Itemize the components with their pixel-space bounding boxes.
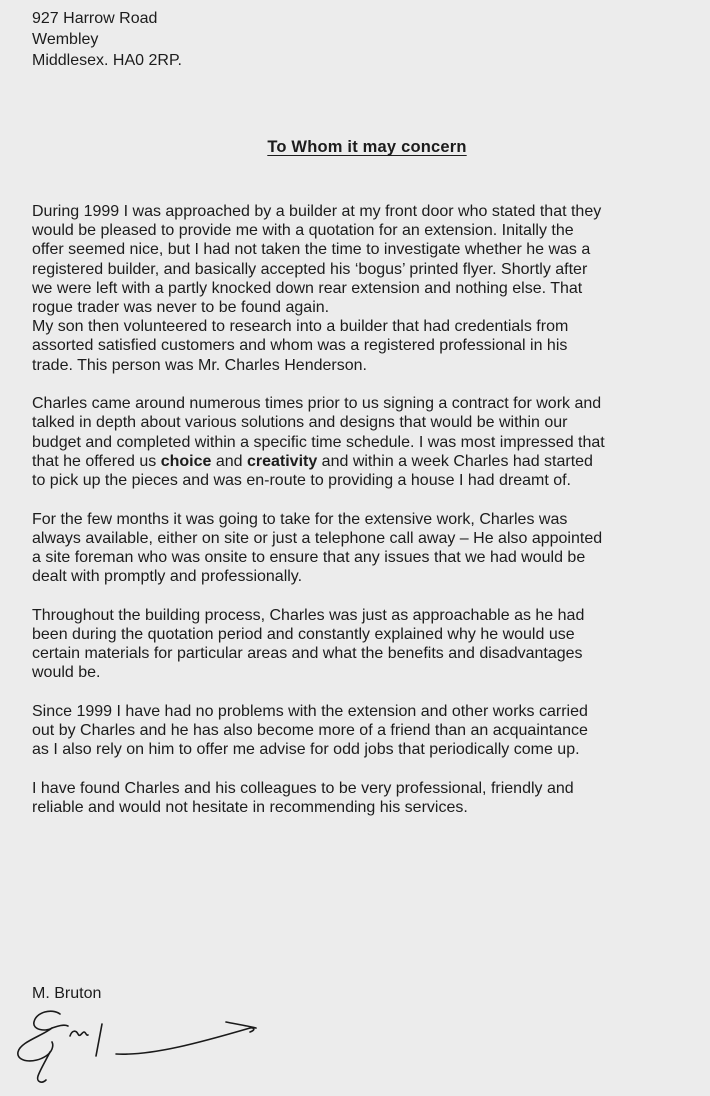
sender-address	[32, 8, 182, 71]
paragraph-1	[32, 202, 708, 375]
emphasis-choice: choice	[160, 452, 212, 470]
text-line: reliable and would not hesitate in recommending his services.	[32, 799, 468, 817]
text-segment: and within a week Charles had started	[317, 452, 593, 470]
text-line: to pick up the pieces and was en-route to providing a house I had dreamt of.	[32, 472, 571, 490]
paragraph-6	[32, 779, 708, 817]
signature-icon	[12, 1002, 262, 1086]
text-line: Charles came around numerous times prior to us signing a contract for work and	[32, 395, 602, 413]
letter-body	[32, 202, 708, 837]
text-line: always available, either on site or just a telephone call away – He also appointed	[32, 529, 603, 547]
text-line: For the few months it was going to take for the extensive work, Charles was	[32, 510, 568, 528]
text-line: rogue trader was never to be found again.	[32, 299, 330, 317]
paragraph-3	[32, 510, 708, 587]
text-line: registered builder, and basically accepted his ‘bogus’ printed flyer. Shortly after	[32, 260, 588, 278]
emphasis-creativity: creativity	[246, 452, 318, 470]
text-line: as I also rely on him to offer me advise for odd jobs that periodically come up.	[32, 741, 580, 759]
text-line: trade. This person was Mr. Charles Henderson.	[32, 356, 367, 374]
paragraph-5	[32, 702, 708, 760]
text-line: certain materials for particular areas and what the benefits and disadvantages	[32, 645, 583, 663]
text-line: a site foreman who was onsite to ensure that any issues that we had would be	[32, 549, 586, 567]
text-line: My son then volunteered to research into a builder that had credentials from	[32, 318, 569, 336]
text-line: would be.	[32, 664, 101, 682]
text-line: assorted satisfied customers and whom was a registered professional in his	[32, 337, 568, 355]
text-line: budget and completed within a specific time schedule. I was most impressed that	[32, 433, 605, 451]
text-line-with-emphasis	[32, 452, 708, 471]
text-line: would be pleased to provide me with a quotation for an extension. Initally the	[32, 222, 574, 240]
text-line: offer seemed nice, but I had not taken the time to investigate whether he was a	[32, 241, 591, 259]
text-line: dealt with promptly and professionally.	[32, 568, 303, 586]
text-line: During 1999 I was approached by a builder at my front door who stated that they	[32, 203, 602, 220]
address-line-2: Wembley	[32, 31, 99, 48]
text-segment: that he offered us	[32, 452, 161, 470]
text-line: Since 1999 I have had no problems with the extension and other works carried	[32, 703, 588, 721]
letter-heading: To Whom it may concern	[267, 138, 467, 156]
text-line: talked in depth about various solutions and designs that would be within our	[32, 414, 568, 432]
paragraph-2	[32, 394, 708, 490]
paragraph-4	[32, 606, 708, 683]
text-line: out by Charles and he has also become more of a friend than an acquaintance	[32, 722, 588, 740]
signer-name: M. Bruton	[32, 985, 102, 1002]
address-line-1: 927 Harrow Road	[32, 10, 158, 27]
address-line-3: Middlesex. HA0 2RP.	[32, 52, 182, 69]
text-line: we were left with a partly knocked down rear extension and nothing else. That	[32, 279, 583, 297]
text-segment: and	[211, 452, 247, 470]
text-line: Throughout the building process, Charles was just as approachable as he had	[32, 606, 585, 624]
text-line: been during the quotation period and constantly explained why he would use	[32, 626, 575, 644]
text-line: I have found Charles and his colleagues to be very professional, friendly and	[32, 780, 574, 798]
